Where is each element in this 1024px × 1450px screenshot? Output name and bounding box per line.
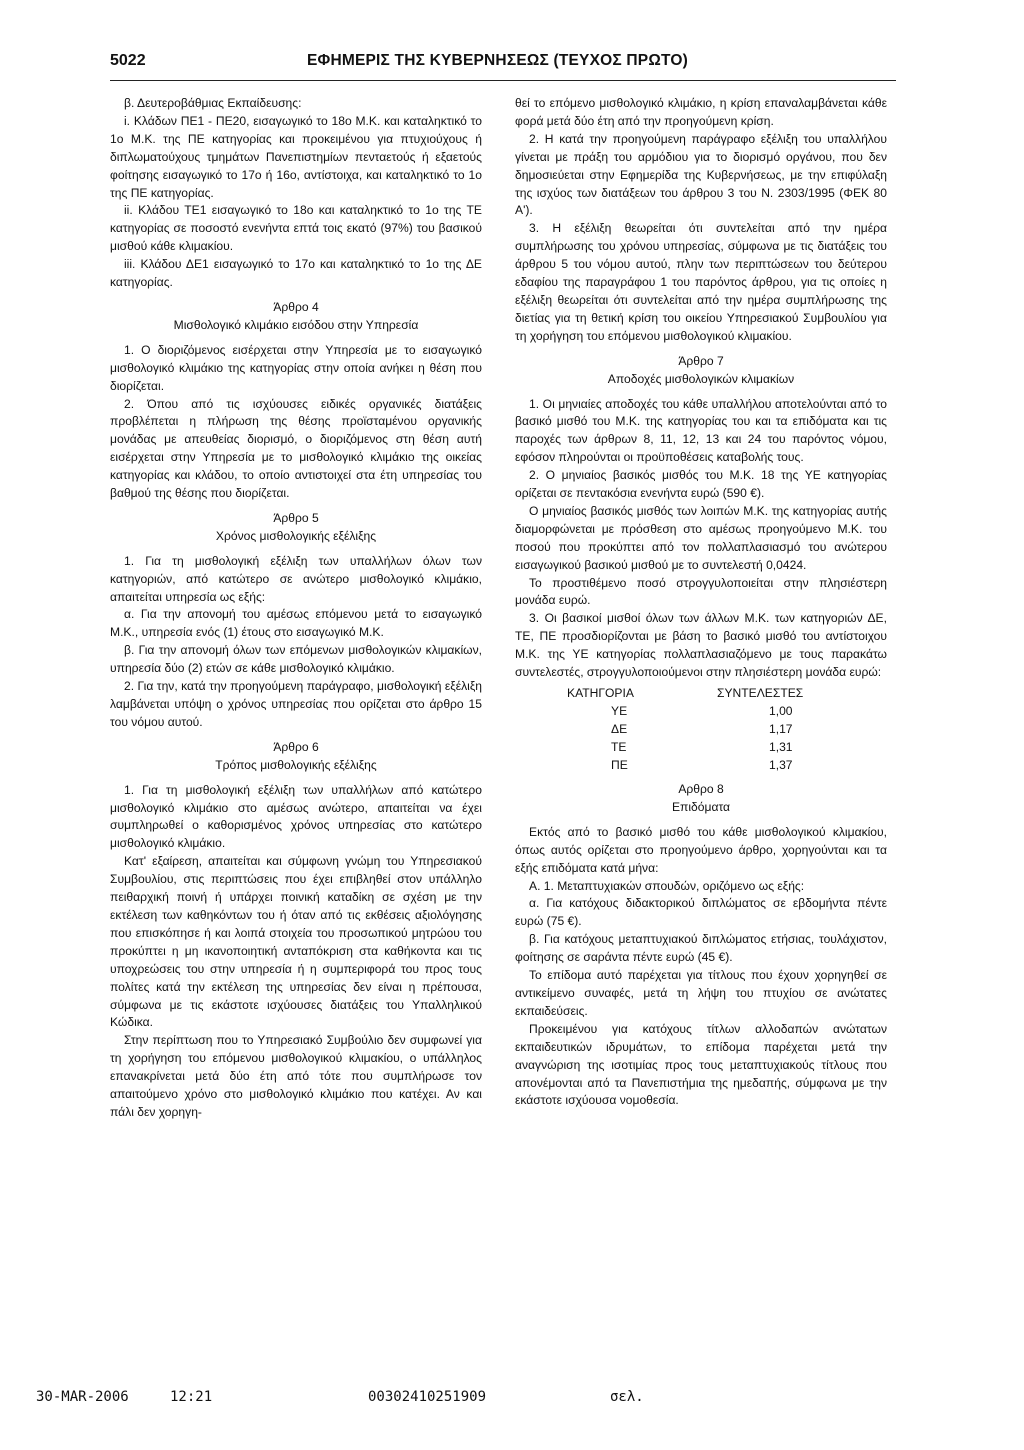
- paragraph: β. Για την απονομή όλων των επόμενων μισθολογικών κλιμακίων, υπηρεσία δύο (2) ετών σε κάθε μισθολογικό κλιμάκιο.: [110, 643, 482, 676]
- table-row: [567, 738, 887, 756]
- table-cell-coefficient: 1,00: [769, 704, 793, 718]
- table-header-row: [567, 684, 887, 702]
- paragraph: β. Δευτεροβάθμιας Εκπαίδευσης:: [124, 96, 302, 110]
- page-number: 5022: [110, 52, 146, 69]
- table-row: [567, 756, 887, 774]
- table-cell-category: ΔΕ: [611, 722, 628, 736]
- paragraph: 2. Για την, κατά την προηγούμενη παράγραφο, μισθολογική εξέλιξη λαμβάνεται υπόψη ο χρόνος υπηρεσίας που ορίζεται στο άρθρο 15 του νόμου αυτού.: [110, 679, 482, 729]
- paragraph: 2. Όπου από τις ισχύουσες ειδικές οργανικές διατάξεις προβλέπεται η πλήρωση της θέσης προϊσταμένου οργανικής μονάδας με απευθείας διορισμό, ο διοριζόμενος στη θέση αυτή εισέρχεται στην Υπηρεσία με το μισθολογικό κλιμάκιο της οικείας κατηγορίας και κλάδου, το οποίο αντιστοιχεί στα έτη υπηρεσίας του βαθμού της θέσης που διορίζεται.: [110, 396, 482, 501]
- gazette-title: ΕΦΗΜΕΡΙΣ ΤΗΣ ΚΥΒΕΡΝΗΣΕΩΣ (ΤΕΥΧΟΣ ΠΡΩΤΟ): [307, 52, 688, 69]
- paragraph: Α. 1. Μεταπτυχιακών σπουδών, οριζόμενο ως εξής:: [529, 878, 805, 893]
- article-5-subtitle: Χρόνος μισθολογικής εξέλιξης: [215, 528, 377, 543]
- paragraph: Στην περίπτωση που το Υπηρεσιακό Συμβούλιο δεν συμφωνεί για τη χορήγηση του επόμενου μισθολογικού κλιμακίου, ο υπάλληλος επανακρίνεται μετά δύο έτη από τότε που συμπλήρωσε τον απαιτούμενο χρόνο στο μισθολογικό κλιμάκιο που κατέχει. Αν και πάλι δεν χορηγη-: [110, 1033, 482, 1119]
- table-cell-coefficient: 1,37: [769, 758, 793, 772]
- fax-date: 30-MAR-2006: [36, 1389, 129, 1405]
- coefficients-table: [567, 684, 887, 774]
- table-cell-category: ΥΕ: [611, 704, 628, 718]
- table-header-coefficients: ΣΥΝΤΕΛΕΣΤΕΣ: [717, 686, 804, 700]
- paragraph: 1. Ο διοριζόμενος εισέρχεται στην Υπηρεσία με το εισαγωγικό μισθολογικό κλιμάκιο της κατηγορίας στην οποία ανήκει η θέση που διορίζεται.: [110, 342, 482, 393]
- paragraph: θεί το επόμενο μισθολογικό κλιμάκιο, η κρίση επαναλαμβάνεται κάθε φορά μετά δύο έτη από την προηγούμενη κρίση.: [515, 96, 887, 128]
- table-cell-category: ΤΕ: [611, 740, 627, 754]
- table-row: [567, 702, 887, 720]
- paragraph: 2. Ο μηνιαίος βασικός μισθός του Μ.Κ. 18 της ΥΕ κατηγορίας ορίζεται σε πεντακόσια ενενήντα ευρώ (590 €).: [515, 468, 887, 501]
- paragraph: 3. Η εξέλιξη θεωρείται ότι συντελείται από την ημέρα συμπλήρωσης του χρόνου υπηρεσίας, σύμφωνα με τις διατάξεις του άρθρου 5 του νόμου αυτού, πλην των περιπτώσεων του δεύτερου εδαφίου της παραγράφου 1 του παρόντος άρθρου, για τις οποίες η εξέλιξη θεωρείται ότι συντελείται από την ημέρα συμπλήρωσης της διετίας για τη θετική κρίση του οικείου Υπηρεσιακού Συμβουλίου για τη χορήγηση του επόμενου μισθολογικού κλιμακίου.: [515, 221, 887, 343]
- article-4-title: Άρθρο 4: [273, 299, 319, 314]
- article-6-subtitle: Τρόπος μισθολογικής εξέλιξης: [215, 757, 377, 772]
- paragraph: i. Κλάδων ΠΕ1 - ΠΕ20, εισαγωγικό το 18ο Μ.Κ. και καταληκτικό το 1ο Μ.Κ. της ΠΕ κατηγορίας και προκειμένου για πτυχιούχους ή διπλωματούχους τμημάτων Πανεπιστημίων πενταετούς ή εξαετούς φοίτησης εισαγωγικό το 17ο ή 16ο, αντίστοιχα, και καταληκτικό το 1ο της ΠΕ κατηγορίας.: [110, 113, 482, 200]
- paragraph: iii. Κλάδου ΔΕ1 εισαγωγικό το 17ο και καταληκτικό το 1ο της ΔΕ κατηγορίας.: [110, 257, 482, 290]
- paragraph: ii. Κλάδου ΤΕ1 εισαγωγικό το 18ο και καταληκτικό το 1ο της ΤΕ κατηγορίας σε ποσοστό ενενήντα επτά τοις εκατό (97%) του βασικού μισθού κάθε κλιμακίου.: [110, 203, 482, 254]
- paragraph: 1. Για τη μισθολογική εξέλιξη των υπαλλήλων όλων των κατηγοριών, από κατώτερο σε ανώτερο μισθολογικό κλιμάκιο, απαιτείται υπηρεσία ως εξής:: [110, 553, 482, 604]
- paragraph: Προκειμένου για κατόχους τίτλων αλλοδαπών ανώτατων εκπαιδευτικών ιδρυμάτων, το επίδομα παρέχεται μετά την αναγνώριση της ισοτιμίας προς τους μεταπτυχιακούς τίτλους που απονέμονται από τα Πανεπιστήμια της ημεδαπής, σύμφωνα με την εκάστοτε ισχύουσα νομοθεσία.: [515, 1021, 887, 1108]
- paragraph: 1. Για τη μισθολογική εξέλιξη των υπαλλήλων από κατώτερο μισθολογικό κλιμάκιο στο αμέσως ανώτερο, απαιτείται να έχει συμπληρωθεί ο καθορισμένος χρόνος υπηρεσίας στο κατώτερο μισθολογικό κλιμάκιο.: [110, 782, 482, 851]
- paragraph: α. Για κατόχους διδακτορικού διπλώματος σε εβδομήντα πέντε ευρώ (75 €).: [515, 896, 887, 929]
- table-header-category: ΚΑΤΗΓΟΡΙΑ: [567, 686, 634, 700]
- table-cell-coefficient: 1,17: [769, 722, 793, 736]
- page-header: [110, 52, 896, 74]
- paragraph: α. Για την απονομή του αμέσως επόμενου μετά το εισαγωγικό Μ.Κ., υπηρεσία ενός (1) έτους στο εισαγωγικό Μ.Κ.: [110, 607, 482, 640]
- left-column: [110, 95, 482, 1122]
- paragraph: 3. Οι βασικοί μισθοί όλων των άλλων Μ.Κ. των κατηγοριών ΔΕ, ΤΕ, ΠΕ προσδιορίζονται με βάση το βασικό μισθό του αντίστοιχου Μ.Κ. της ΥΕ κατηγορίας πολλαπλασιαζόμενο με τους παρακάτω συντελεστές, στρογγυλοποιούμενοι στην πλησιέστερη μονάδα ευρώ:: [515, 611, 887, 680]
- paragraph: Εκτός από το βασικό μισθό του κάθε μισθολογικού κλιμακίου, όπως αυτός ορίζεται στο προηγούμενο άρθρο, χορηγούνται και τα εξής επιδόματα κατά μήνα:: [515, 824, 887, 875]
- article-6-title: Άρθρο 6: [273, 739, 319, 754]
- fax-page: σελ.: [610, 1389, 644, 1405]
- paragraph: Ο μηνιαίος βασικός μισθός των λοιπών Μ.Κ. της κατηγορίας αυτής διαμορφώνεται με πρόσθεση στο αμέσως προηγούμενο Μ.Κ. του ποσού που προκύπτει από τον πολλαπλασιασμό του ανώτερου εισαγωγικού βασικού μισθού με το συντελεστή 0,0424.: [515, 503, 887, 572]
- table-row: [567, 720, 887, 738]
- fax-number: 00302410251909: [368, 1389, 487, 1405]
- header-rule: [110, 80, 896, 81]
- article-8-subtitle: Επιδόματα: [671, 799, 731, 814]
- paragraph: Κατ' εξαίρεση, απαιτείται και σύμφωνη γνώμη του Υπηρεσιακού Συμβουλίου, στις περιπτώσεις που έχει επιβληθεί στον υπάλληλο πειθαρχική ποινή ή υπάρχει ποινική καταδίκη σε σχέση με την εκτέλεση των καθηκόντων του ή όταν από τις εκθέσεις αξιολόγησης που επισκόπησε ή και λοιπά στοιχεία του προσωπικού μητρώου του προκύπτει η μη ικανοποιητική ανταπόκριση στα καθήκοντα και τις υποχρεώσεις του στην υπηρεσία ή η συμπεριφορά του προς τους πολίτες κατά την εκτέλεση της υπηρεσίας δεν είναι η πρέπουσα, σύμφωνα με τις εκάστοτε ισχύουσες διατάξεις του Υπαλληλικού Κώδικα.: [110, 854, 482, 1030]
- article-5-title: Άρθρο 5: [273, 510, 319, 525]
- fax-footer: [0, 1389, 1024, 1419]
- right-column: [515, 95, 887, 1110]
- paragraph: Το προστιθέμενο ποσό στρογγυλοποιείται στην πλησιέστερη μονάδα ευρώ.: [515, 575, 887, 608]
- fax-time: 12:21: [170, 1389, 213, 1405]
- paragraph: Το επίδομα αυτό παρέχεται για τίτλους που έχουν χορηγηθεί σε αντικείμενο συναφές, μετά τη λήψη του πτυχίου σε ανώτατες εκπαιδεύσεις.: [515, 968, 887, 1018]
- paragraph: 2. Η κατά την προηγούμενη παράγραφο εξέλιξη του υπαλλήλου γίνεται με πράξη του αρμόδιου για το διορισμό οργάνου, που δεν δημοσιεύεται στην Εφημερίδα της Κυβερνήσεως, με την επιφύλαξη της ισχύος των διατάξεων του άρθρου 3 του Ν. 2303/1995 (ΦΕΚ 80 Α').: [515, 131, 887, 218]
- paragraph: 1. Οι μηνιαίες αποδοχές του κάθε υπαλλήλου αποτελούνται από το βασικό μισθό του Μ.Κ. της κατηγορίας του και τα επιδόματα και τις παροχές των άρθρων 8, 11, 12, 13 και 24 του παρόντος νόμου, εφόσον πληρούνται οι προϋποθέσεις καταβολής τους.: [515, 396, 887, 465]
- article-8-title: Αρθρο 8: [678, 782, 724, 796]
- article-4-subtitle: Μισθολογικό κλιμάκιο εισόδου στην Υπηρεσία: [173, 317, 419, 332]
- table-cell-coefficient: 1,31: [769, 740, 793, 754]
- article-7-title: Άρθρο 7: [678, 353, 724, 368]
- paragraph: β. Για κατόχους μεταπτυχιακού διπλώματος ετήσιας, τουλάχιστον, φοίτησης σε σαράντα πέντε ευρώ (45 €).: [515, 932, 887, 965]
- table-cell-category: ΠΕ: [611, 758, 628, 772]
- article-7-subtitle: Αποδοχές μισθολογικών κλιμακίων: [607, 371, 795, 386]
